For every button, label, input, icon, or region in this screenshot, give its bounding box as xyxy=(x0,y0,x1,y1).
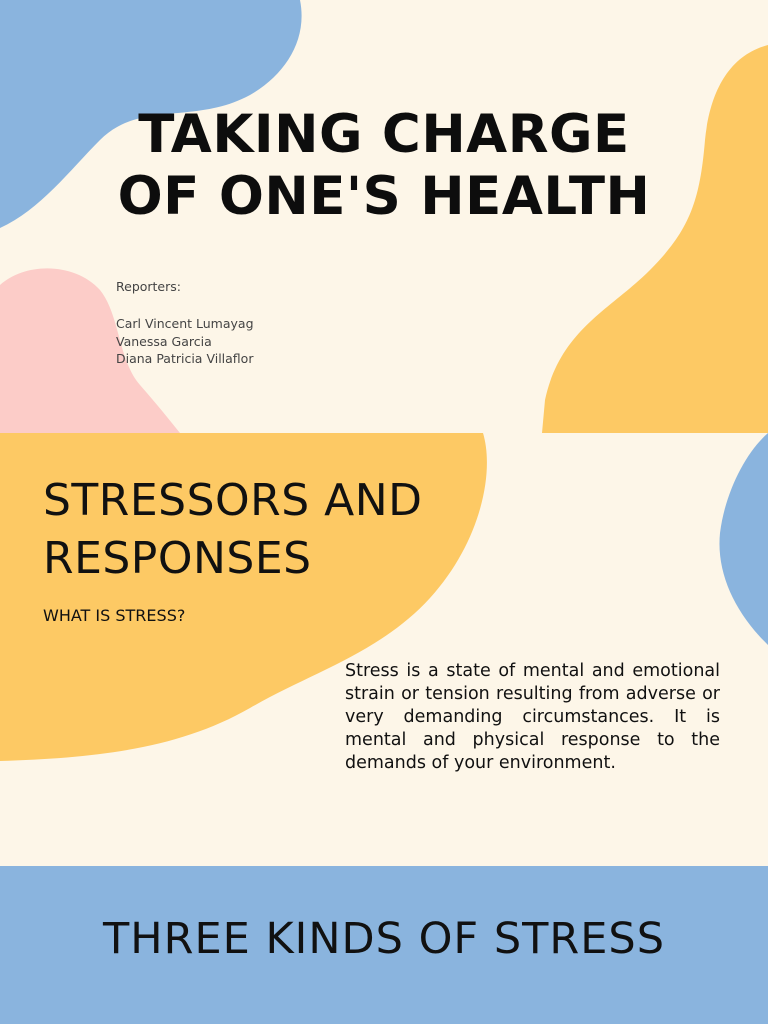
subheading: WHAT IS STRESS? xyxy=(43,606,186,625)
reporter-name: Diana Patricia Villaflor xyxy=(116,351,254,366)
reporter-name: Carl Vincent Lumayag xyxy=(116,316,254,331)
reporters-label: Reporters: xyxy=(116,279,181,294)
reporter-name: Vanessa Garcia xyxy=(116,333,212,349)
main-title xyxy=(0,104,768,228)
stress-definition: Stress is a state of mental and emotional strain or tension resulting from adverse or very demanding circumstances. It is mental and physical response to the demands of your environment. xyxy=(345,661,720,773)
title-line-2: OF ONE'S HEALTH xyxy=(117,166,651,227)
heading-line-2: RESPONSES xyxy=(43,533,312,584)
three-kinds-title: THREE KINDS OF STRESS xyxy=(102,914,666,964)
blue-blob-2 xyxy=(719,433,768,645)
title-line-1: TAKING CHARGE xyxy=(138,104,630,165)
reporters-list xyxy=(116,315,254,368)
heading-line-1: STRESSORS AND xyxy=(43,475,423,526)
section-heading xyxy=(43,472,423,588)
